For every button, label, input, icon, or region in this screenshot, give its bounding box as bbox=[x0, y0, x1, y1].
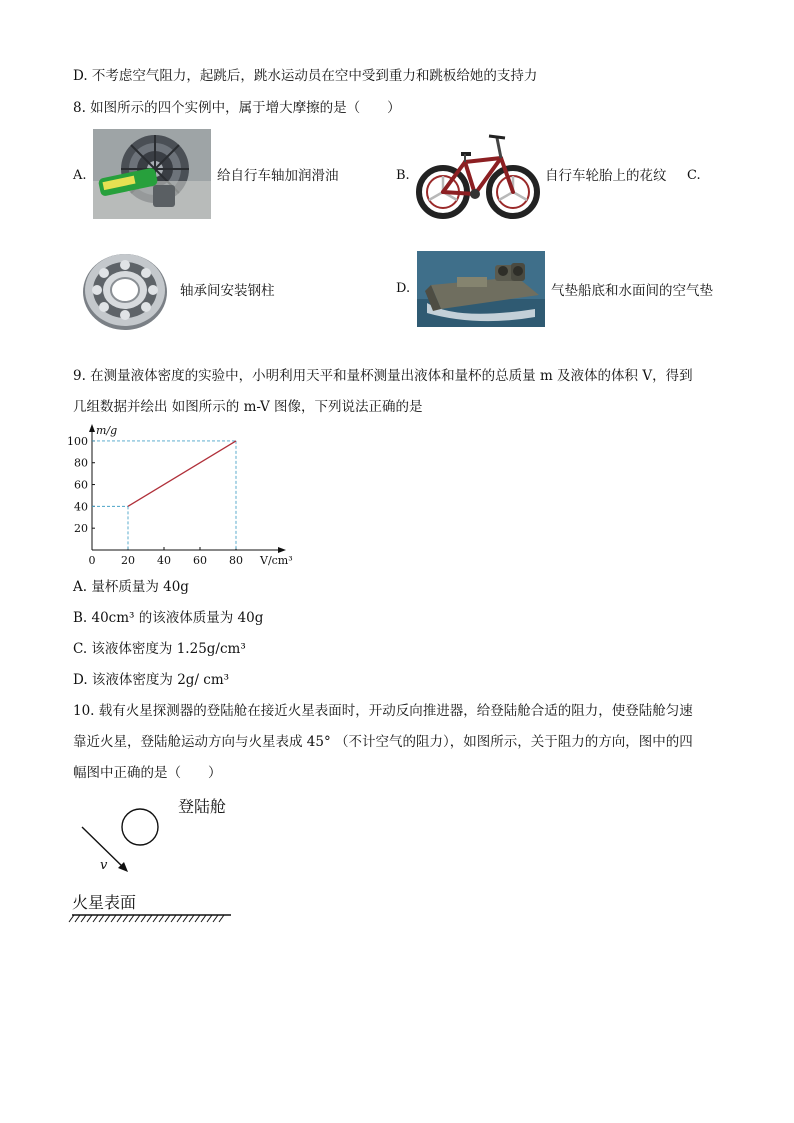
q10-stem-line-3: 幅图中正确的是（ ） bbox=[73, 765, 222, 781]
q8-stem: 8. 如图所示的四个实例中，属于增大摩擦的是（ ） bbox=[73, 100, 401, 116]
bicycle-photo bbox=[413, 124, 543, 224]
y-tick-label: 60 bbox=[74, 478, 88, 492]
q9-option-d: D. 该液体密度为 2g/ cm³ bbox=[73, 672, 230, 688]
y-tick-label: 80 bbox=[74, 456, 88, 470]
y-axis-arrow bbox=[89, 424, 95, 432]
capsule-circle bbox=[122, 809, 158, 845]
x-tick-label: 20 bbox=[121, 554, 135, 567]
y-tick-label: 100 bbox=[67, 434, 88, 448]
x-tick-label: 40 bbox=[157, 554, 171, 567]
q8-option-d-text: 气垫船底和水面间的空气垫 bbox=[551, 283, 713, 299]
x-tick-label: 60 bbox=[193, 554, 207, 567]
q10-stem-line-1: 10. 载有火星探测器的登陆舱在接近火星表面时，开动反向推进器，给登陆舱合适的阻力，使登陆舱匀速 bbox=[73, 703, 693, 719]
q8-option-b-text: 自行车轮胎上的花纹 bbox=[545, 168, 667, 184]
q8-option-c-text: 轴承间安装钢柱 bbox=[180, 283, 275, 299]
q9-option-c: C. 该液体密度为 1.25g/cm³ bbox=[73, 641, 246, 657]
bike-lubricant-photo bbox=[93, 129, 211, 219]
capsule-label: 登陆舱 bbox=[178, 797, 227, 816]
q10-stem-line-2: 靠近火星，登陆舱运动方向与火星表成 45° （不计空气的阻力），如图所示，关于阻力的方向，图中的四 bbox=[73, 734, 693, 750]
q9-stem-line-1: 9. 在测量液体密度的实验中，小明利用天平和量杯测量出液体和量杯的总质量 m 及液体的体积 V，得到 bbox=[73, 368, 693, 384]
surface-label: 火星表面 bbox=[72, 893, 137, 912]
m-v-chart bbox=[64, 422, 324, 572]
surface-hatching bbox=[69, 915, 224, 922]
x-tick-label: 80 bbox=[229, 554, 243, 567]
bearing-photo bbox=[77, 248, 173, 332]
q9-stem-line-2: 几组数据并绘出 如图所示的 m-V 图像，下列说法正确的是 bbox=[73, 399, 423, 415]
series-line bbox=[128, 441, 236, 506]
q9-option-b: B. 40cm³ 的该液体质量为 40g bbox=[73, 610, 264, 626]
y-tick-label: 40 bbox=[74, 500, 88, 514]
landing-capsule-diagram bbox=[68, 790, 268, 930]
q8-option-d-label: D. bbox=[396, 281, 411, 296]
hovercraft-photo bbox=[417, 251, 545, 327]
velocity-label: v bbox=[100, 858, 108, 873]
y-axis-label: m/g bbox=[96, 424, 118, 437]
x-axis-label: V/cm³ bbox=[260, 554, 293, 567]
x-tick-label: 0 bbox=[88, 554, 96, 567]
q8-option-b-label: B. bbox=[396, 168, 410, 183]
y-tick-label: 20 bbox=[74, 522, 88, 536]
q8-option-a-label: A. bbox=[73, 168, 87, 183]
q8-option-c-label: C. bbox=[687, 168, 701, 183]
q7-option-d: D. 不考虑空气阻力，起跳后，跳水运动员在空中受到重力和跳板给她的支持力 bbox=[73, 68, 538, 84]
q8-option-a-text: 给自行车轴加润滑油 bbox=[217, 168, 339, 184]
x-axis-arrow bbox=[278, 547, 286, 553]
q9-option-a: A. 量杯质量为 40g bbox=[73, 579, 189, 595]
